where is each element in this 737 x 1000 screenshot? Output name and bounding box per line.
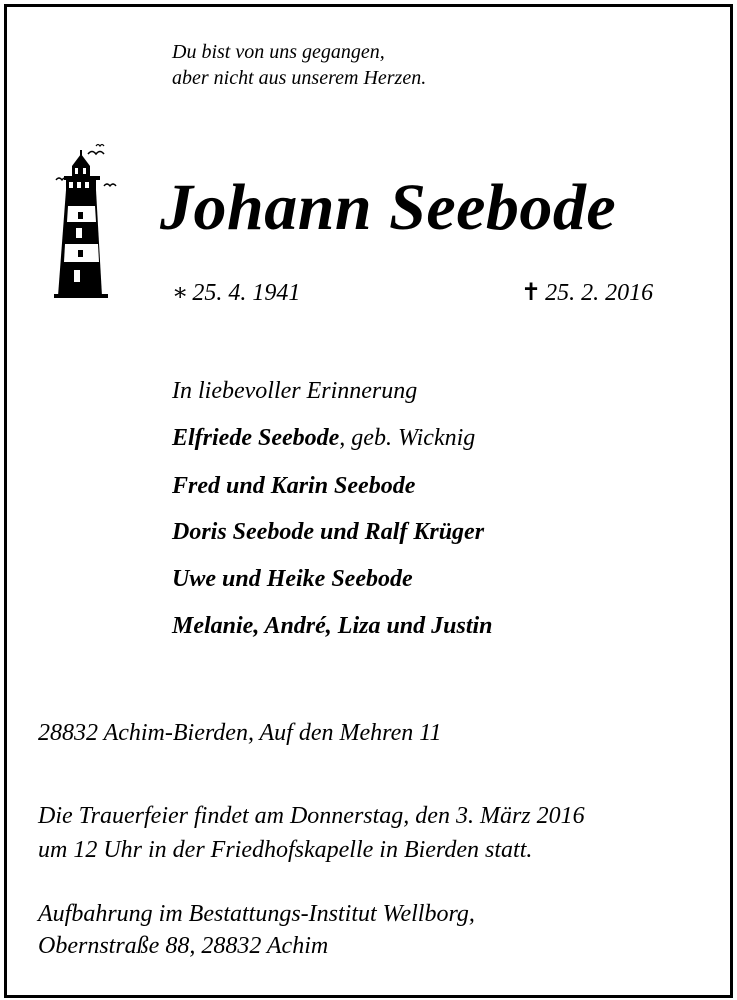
deceased-name: Johann Seebode xyxy=(160,171,617,244)
motto-line-2: aber nicht aus unserem Herzen. xyxy=(172,67,427,89)
funeral-line-2: um 12 Uhr in der Friedhofskapelle in Bierden statt. xyxy=(38,837,533,863)
funeral-line-1: Die Trauerfeier findet am Donnerstag, den 3. März 2016 xyxy=(38,803,585,829)
laying-out-line-2: Obernstraße 88, 28832 Achim xyxy=(38,933,329,959)
birth-asterisk-icon: ∗ xyxy=(172,280,189,306)
family-line-5: Melanie, André, Liza und Justin xyxy=(172,613,493,639)
family-intro: In liebevoller Erinnerung xyxy=(172,378,418,404)
address: 28832 Achim-Bierden, Auf den Mehren 11 xyxy=(38,720,442,746)
laying-out-line-1: Aufbahrung im Bestattungs-Institut Wellborg, xyxy=(38,901,475,927)
lighthouse-icon xyxy=(52,140,118,300)
motto-line-1: Du bist von uns gegangen, xyxy=(172,41,385,63)
birth-date-value: 25. 4. 1941 xyxy=(192,280,301,306)
family-line-2: Fred und Karin Seebode xyxy=(172,473,416,499)
death-date-value: 25. 2. 2016 xyxy=(545,280,654,306)
family-line-3: Doris Seebode und Ralf Krüger xyxy=(172,519,485,545)
death-date xyxy=(521,278,653,308)
family-line-1-note: , geb. Wicknig xyxy=(339,425,476,451)
family-line-4: Uwe und Heike Seebode xyxy=(172,566,413,592)
birth-date xyxy=(172,278,300,308)
family-line-1-name: Elfriede Seebode xyxy=(172,425,340,451)
death-cross-icon: ✝ xyxy=(521,280,542,306)
family-line-1 xyxy=(172,423,475,453)
